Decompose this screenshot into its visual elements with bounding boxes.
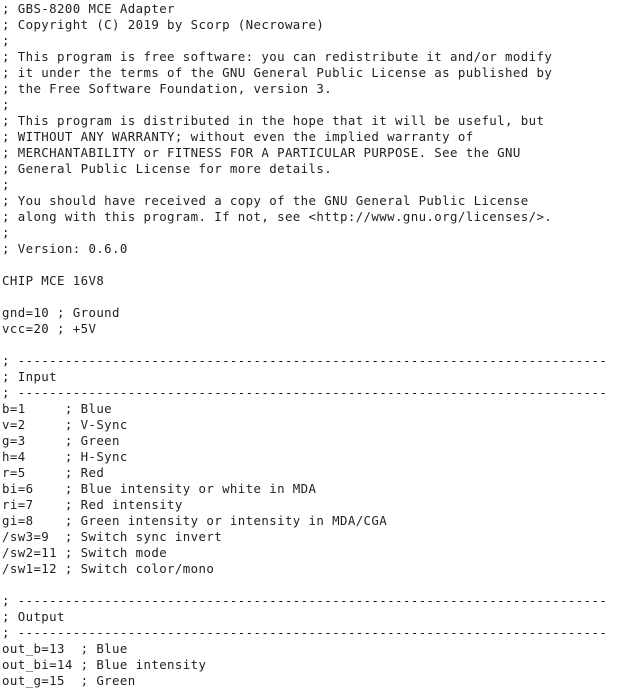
pin-assignment-line: r=5 ; Red xyxy=(2,465,105,480)
pin-assignment-line: /sw1=12 ; Switch color/mono xyxy=(2,561,215,576)
pin-assignment-line: h=4 ; H-Sync xyxy=(2,449,128,464)
comment-line: ; This program is free software: you can redistribute it and/or modify xyxy=(2,49,553,64)
comment-line: ; MERCHANTABILITY or FITNESS FOR A PARTICULAR PURPOSE. See the GNU xyxy=(2,145,521,160)
section-divider-line: ; --------------------------------------------------------------------------- xyxy=(2,625,608,640)
pin-assignment-line: /sw2=11 ; Switch mode xyxy=(2,545,168,560)
comment-line: ; xyxy=(2,33,10,48)
blank-line xyxy=(2,257,639,273)
comment-line: ; the Free Software Foundation, version 3. xyxy=(2,81,333,96)
comment-line: ; xyxy=(2,97,10,112)
pin-assignment-line: b=1 ; Blue xyxy=(2,401,113,416)
comment-line: ; it under the terms of the GNU General Public License as published by xyxy=(2,65,553,80)
blank-line xyxy=(2,289,639,305)
section-divider-line: ; --------------------------------------------------------------------------- xyxy=(2,385,608,400)
comment-line: ; General Public License for more details. xyxy=(2,161,333,176)
comment-line: ; xyxy=(2,225,10,240)
comment-line: ; xyxy=(2,177,10,192)
section-divider-line: ; --------------------------------------------------------------------------- xyxy=(2,593,608,608)
pin-assignment-line: v=2 ; V-Sync xyxy=(2,417,128,432)
comment-line: ; You should have received a copy of the GNU General Public License xyxy=(2,193,529,208)
comment-line: ; Copyright (C) 2019 by Scorp (Necroware) xyxy=(2,17,325,32)
comment-line: ; Output xyxy=(2,609,65,624)
comment-line: ; GBS-8200 MCE Adapter xyxy=(2,1,175,16)
pin-assignment-line: out_b=13 ; Blue xyxy=(2,641,128,656)
blank-line xyxy=(2,577,639,593)
pin-assignment-line: g=3 ; Green xyxy=(2,433,120,448)
comment-line: ; WITHOUT ANY WARRANTY; without even the implied warranty of xyxy=(2,129,474,144)
comment-line: ; Version: 0.6.0 xyxy=(2,241,128,256)
pin-assignment-line: ri=7 ; Red intensity xyxy=(2,497,183,512)
pin-assignment-line: gi=8 ; Green intensity or intensity in MDA/CGA xyxy=(2,513,388,528)
section-divider-line: ; --------------------------------------------------------------------------- xyxy=(2,353,608,368)
pin-assignment-line: /sw3=9 ; Switch sync invert xyxy=(2,529,223,544)
source-code-document xyxy=(2,1,639,689)
comment-line: ; along with this program. If not, see <http://www.gnu.org/licenses/>. xyxy=(2,209,553,224)
comment-line: ; Input xyxy=(2,369,58,384)
pin-assignment-line: bi=6 ; Blue intensity or white in MDA xyxy=(2,481,317,496)
chip-declaration-line: CHIP MCE 16V8 xyxy=(2,273,105,288)
blank-line xyxy=(2,337,639,353)
comment-line: ; This program is distributed in the hope that it will be useful, but xyxy=(2,113,545,128)
pin-assignment-line: out_g=15 ; Green xyxy=(2,673,136,688)
pin-assignment-line: vcc=20 ; +5V xyxy=(2,321,97,336)
pin-assignment-line: out_bi=14 ; Blue intensity xyxy=(2,657,207,672)
pin-assignment-line: gnd=10 ; Ground xyxy=(2,305,120,320)
